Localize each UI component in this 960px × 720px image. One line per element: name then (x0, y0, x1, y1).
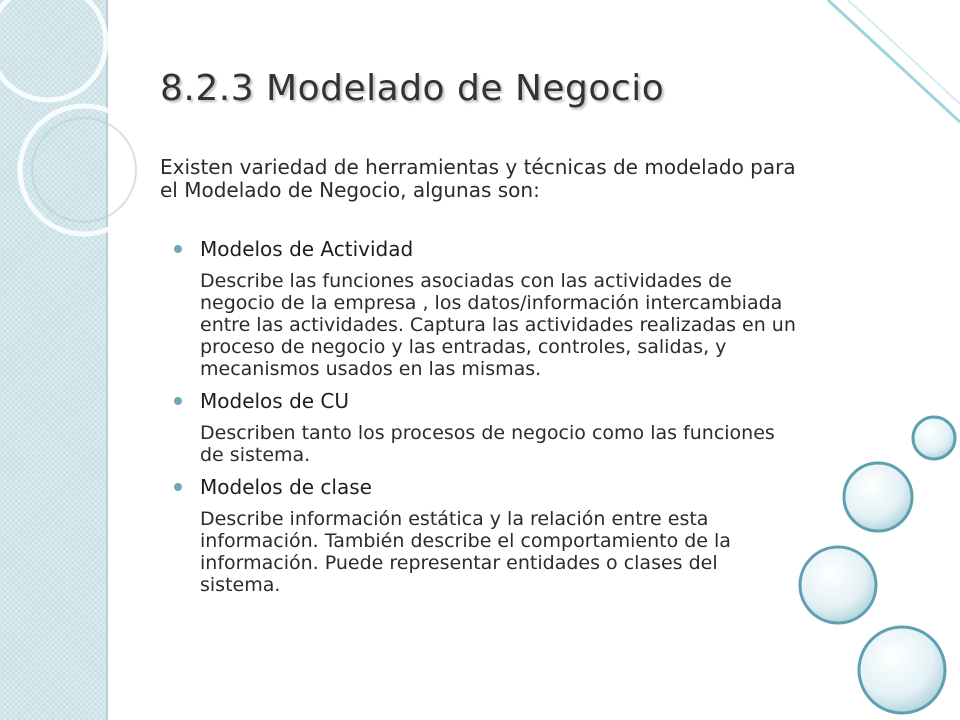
left-decorative-band (0, 0, 108, 720)
bubble-decoration (913, 417, 955, 459)
list-item (160, 474, 800, 596)
bubble-decoration (800, 547, 876, 623)
bullet-icon (174, 397, 182, 405)
list-item-description: Describen tanto los procesos de negocio como las funciones de sistema. (200, 422, 775, 466)
corner-line (828, 0, 960, 122)
bullet-icon (174, 483, 182, 491)
list-item-description: Describe información estática y la relación entre esta información. También describe el comportamiento de la información. Puede representar entidades o clases del sistema. (200, 508, 731, 596)
slide-title: 8.2.3 Modelado de Negocio (160, 68, 665, 109)
list-item-heading: Modelos de Actividad (200, 237, 414, 261)
list-item-heading: Modelos de clase (200, 475, 372, 499)
bullet-icon (174, 245, 182, 253)
bullet-list (160, 236, 800, 604)
intro-text: Existen variedad de herramientas y técnicas de modelado para el Modelado de Negocio, algunas son: (160, 155, 796, 202)
corner-line (848, 0, 960, 104)
list-item (160, 236, 800, 380)
list-item (160, 388, 800, 466)
bubble-decoration (844, 463, 912, 531)
bubble-decoration (859, 627, 945, 713)
list-item-heading: Modelos de CU (200, 389, 350, 413)
list-item-description: Describe las funciones asociadas con las actividades de negocio de la empresa , los datos/información intercambiada entre las actividades. Captura las actividades realizadas en un proceso de negocio y las entradas, controles, salidas, y mecanismos usados en las mismas. (200, 270, 796, 380)
